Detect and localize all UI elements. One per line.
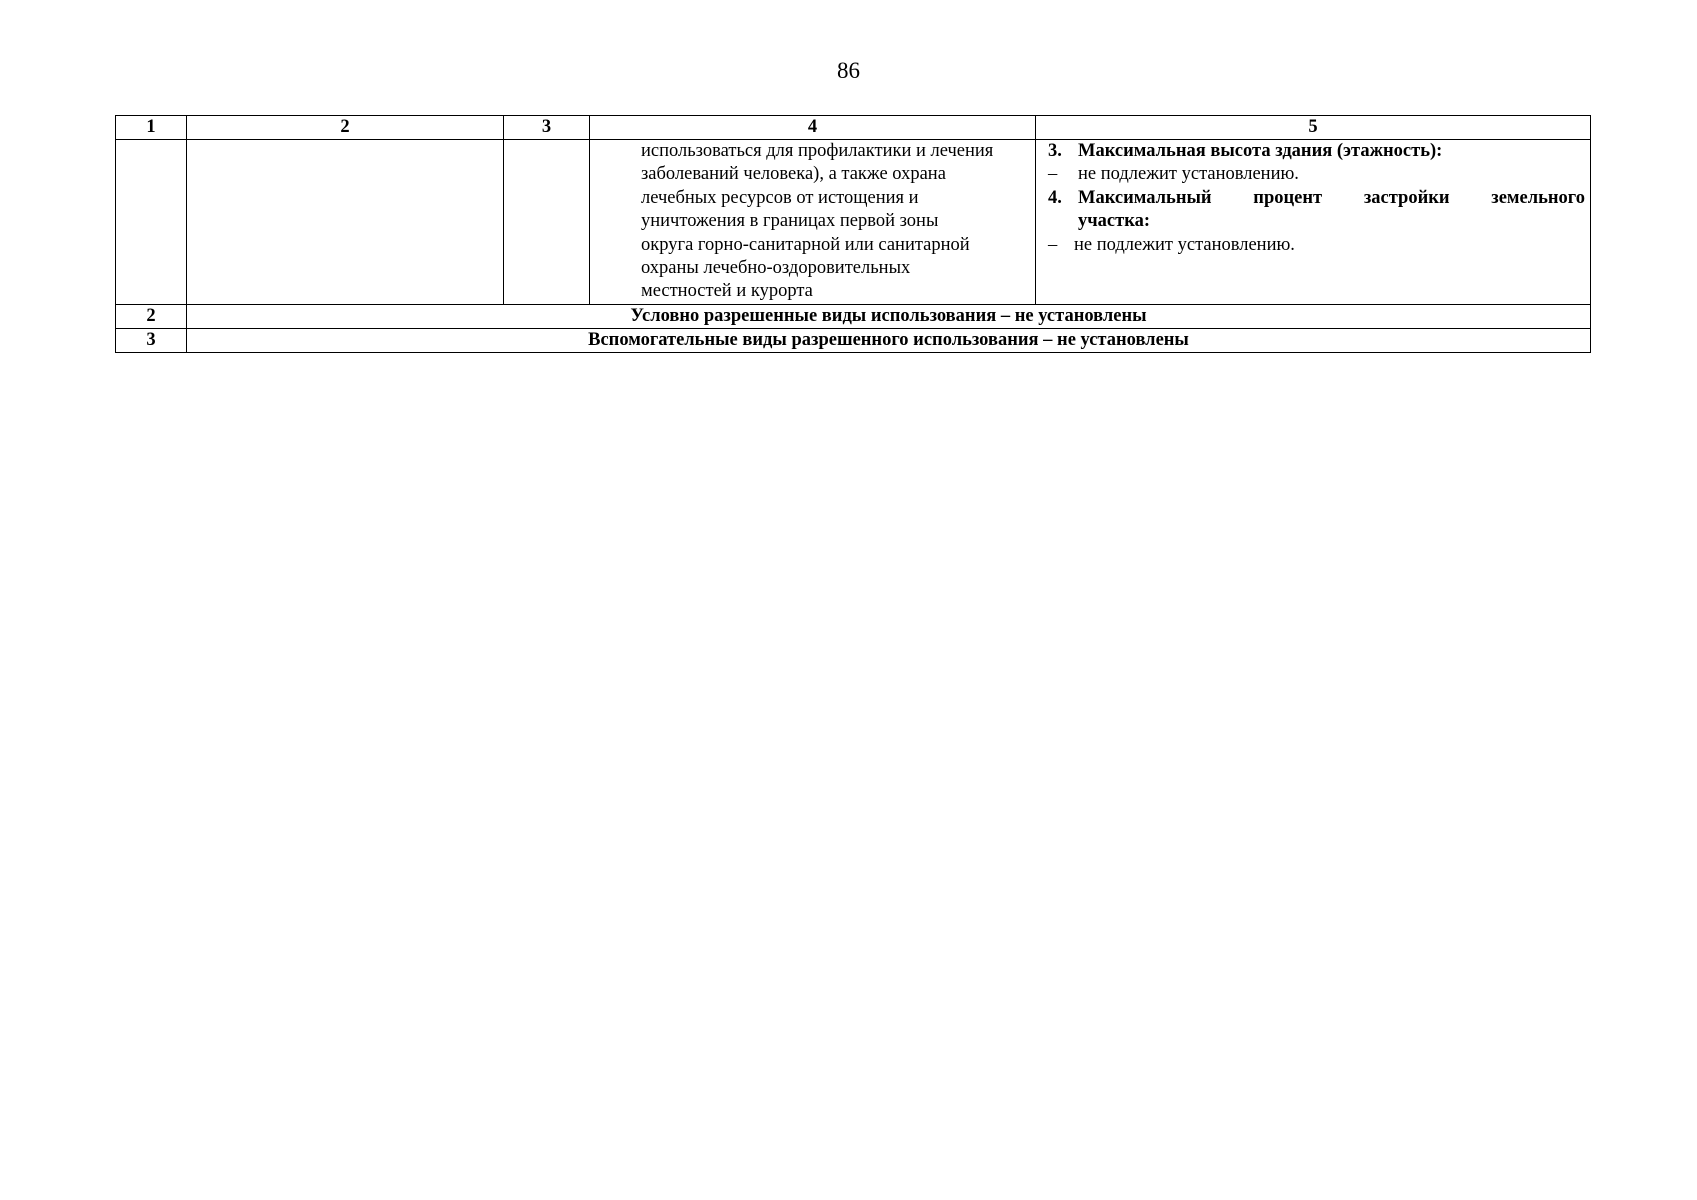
cell-row1-col4-description (590, 140, 1036, 305)
zoning-table (115, 115, 1591, 353)
table-row-auxiliary-uses (116, 328, 1591, 352)
table-header-row (116, 116, 1591, 140)
description-line: использоваться для профилактики и лечения (641, 141, 994, 161)
row-number: 2 (116, 304, 187, 328)
description-line: уничтожения в границах первой зоны (641, 211, 939, 232)
page-number: 86 (837, 58, 860, 83)
param-max-coverage (1048, 187, 1585, 234)
header-cell-2: 2 (187, 116, 504, 140)
description-line: округа горно-санитарной или санитарной (641, 234, 970, 255)
cell-row1-col5-parameters (1036, 140, 1591, 305)
row-text: Вспомогательные виды разрешенного использования – не установлены (187, 328, 1591, 352)
cell-row1-col2 (187, 140, 504, 305)
header-cell-1: 1 (116, 116, 187, 140)
table-row-conditional-uses (116, 304, 1591, 328)
description-line: заболеваний человека), а также охрана (641, 164, 946, 185)
param-title-cont: участка: (1078, 211, 1151, 232)
description-line: местностей и курорта (641, 281, 813, 302)
row-number: 3 (116, 328, 187, 352)
param-title: Максимальный процент застройки земельного (1078, 187, 1585, 208)
table-row-continuation (116, 140, 1591, 305)
dash-marker: – (1048, 234, 1058, 255)
description-line: лечебных ресурсов от истощения и (641, 187, 919, 208)
param-value: не подлежит установлению. (1078, 164, 1299, 185)
param-max-coverage-value (1048, 234, 1585, 257)
param-max-height-value (1048, 163, 1585, 186)
cell-row1-col1 (116, 140, 187, 305)
param-number: 4. (1048, 187, 1062, 208)
row-text: Условно разрешенные виды использования – не установлены (187, 304, 1591, 328)
param-max-height (1048, 140, 1585, 163)
param-number: 3. (1048, 141, 1062, 161)
cell-row1-col3 (504, 140, 590, 305)
header-cell-5: 5 (1036, 116, 1591, 140)
dash-marker: – (1048, 164, 1058, 185)
header-cell-3: 3 (504, 116, 590, 140)
param-title-block (1078, 187, 1585, 234)
description-line: охраны лечебно-оздоровительных (641, 258, 911, 279)
param-value: не подлежит установлению. (1074, 234, 1295, 255)
header-cell-4: 4 (590, 116, 1036, 140)
param-title: Максимальная высота здания (этажность): (1078, 141, 1443, 161)
